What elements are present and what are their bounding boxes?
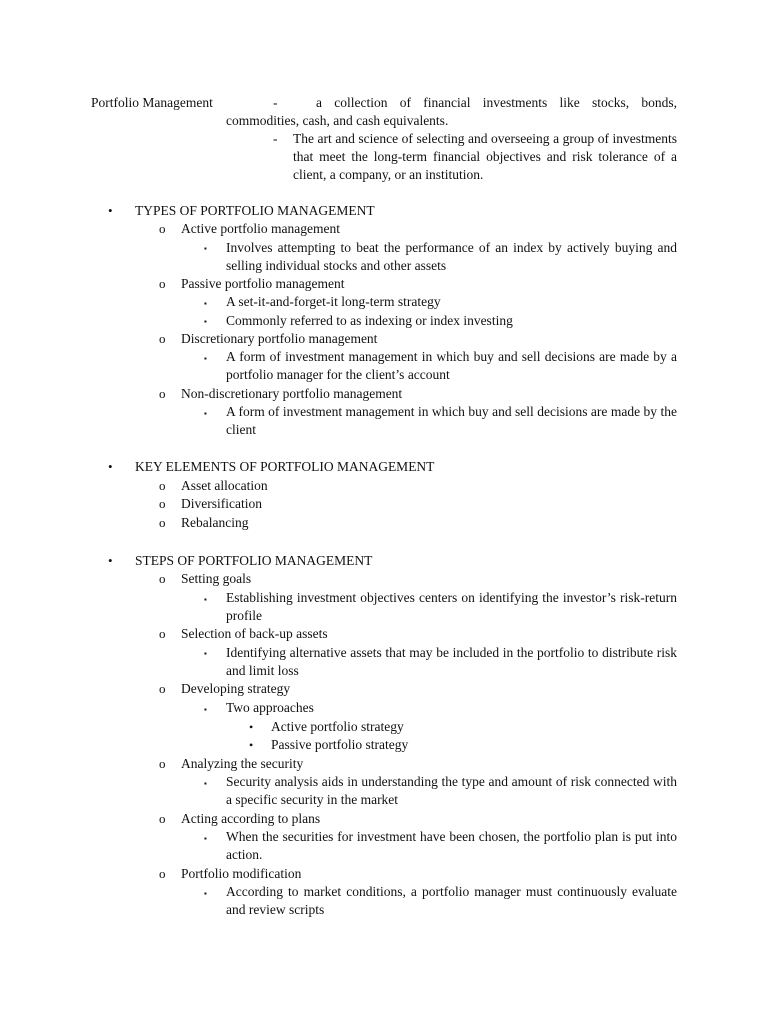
list-subitem: Identifying alternative assets that may be included in the portfolio to distribute risk and limit loss [226, 645, 677, 679]
list-item-label: Diversification [181, 496, 262, 511]
square-bullet-icon: ▪ [204, 317, 207, 326]
list-item-label: Rebalancing [181, 515, 249, 530]
bullet-icon: • [249, 738, 254, 752]
list-item-label: Active portfolio management [181, 221, 340, 236]
circle-bullet-icon: o [159, 756, 166, 771]
circle-bullet-icon: o [159, 478, 166, 493]
square-bullet-icon: ▪ [204, 705, 207, 714]
definition-line: The art and science of selecting and overseeing a group of investments that meet the long-term financial objectives and risk tolerance of a client, a company, or an institution. [293, 131, 677, 183]
circle-bullet-icon: o [159, 681, 166, 696]
list-subitem: A set-it-and-forget-it long-term strategy [226, 294, 441, 309]
dash-marker: - [273, 95, 278, 110]
square-bullet-icon: ▪ [204, 595, 207, 604]
list-item-label: Selection of back-up assets [181, 626, 328, 641]
list-subitem: Security analysis aids in understanding the type and amount of risk connected with a specific security in the market [226, 774, 677, 808]
circle-bullet-icon: o [159, 276, 166, 291]
list-item-label: Asset allocation [181, 478, 268, 493]
circle-bullet-icon: o [159, 386, 166, 401]
section-heading: TYPES OF PORTFOLIO MANAGEMENT [135, 203, 375, 218]
list-subitem: According to market conditions, a portfolio manager must continuously evaluate and review scripts [226, 884, 677, 918]
list-subsubitem: Active portfolio strategy [271, 719, 404, 734]
circle-bullet-icon: o [159, 331, 166, 346]
list-item-label: Analyzing the security [181, 756, 304, 771]
bullet-icon: • [249, 720, 254, 734]
list-item-label: Setting goals [181, 571, 252, 586]
circle-bullet-icon: o [159, 866, 166, 881]
list-item-label: Portfolio modification [181, 866, 302, 881]
list-subitem: When the securities for investment have been chosen, the portfolio plan is put into action. [226, 829, 677, 863]
list-subitem: Commonly referred to as indexing or index investing [226, 313, 513, 328]
list-subitem: A form of investment management in which buy and sell decisions are made by a portfolio manager for the client’s account [226, 349, 677, 383]
definition-line: a collection of financial investments like stocks, bonds, commodities, cash, and cash equivalents. [226, 95, 677, 129]
square-bullet-icon: ▪ [204, 354, 207, 363]
circle-bullet-icon: o [159, 626, 166, 641]
bullet-icon: • [108, 459, 113, 474]
list-subitem: Involves attempting to beat the performance of an index by actively buying and selling individual stocks and other assets [226, 240, 677, 274]
list-item-label: Non-discretionary portfolio management [181, 386, 403, 401]
list-item-label: Developing strategy [181, 681, 291, 696]
dash-marker: - [273, 131, 278, 146]
square-bullet-icon: ▪ [204, 649, 207, 658]
list-item-label: Passive portfolio management [181, 276, 345, 291]
list-item-label: Discretionary portfolio management [181, 331, 378, 346]
square-bullet-icon: ▪ [204, 889, 207, 898]
list-item-label: Acting according to plans [181, 811, 321, 826]
circle-bullet-icon: o [159, 571, 166, 586]
square-bullet-icon: ▪ [204, 299, 207, 308]
bullet-icon: • [108, 203, 113, 218]
square-bullet-icon: ▪ [204, 409, 207, 418]
square-bullet-icon: ▪ [204, 834, 207, 843]
circle-bullet-icon: o [159, 221, 166, 236]
circle-bullet-icon: o [159, 811, 166, 826]
list-subitem: Establishing investment objectives centers on identifying the investor’s risk-return profile [226, 590, 677, 624]
square-bullet-icon: ▪ [204, 244, 207, 253]
section-heading: KEY ELEMENTS OF PORTFOLIO MANAGEMENT [135, 459, 435, 474]
list-subitem: A form of investment management in which buy and sell decisions are made by the client [226, 404, 677, 438]
section-heading: STEPS OF PORTFOLIO MANAGEMENT [135, 553, 373, 568]
definition-term: Portfolio Management [91, 95, 213, 110]
bullet-icon: • [108, 553, 113, 568]
circle-bullet-icon: o [159, 515, 166, 530]
square-bullet-icon: ▪ [204, 779, 207, 788]
list-subsubitem: Passive portfolio strategy [271, 737, 409, 752]
list-subitem: Two approaches [226, 700, 314, 715]
circle-bullet-icon: o [159, 496, 166, 511]
